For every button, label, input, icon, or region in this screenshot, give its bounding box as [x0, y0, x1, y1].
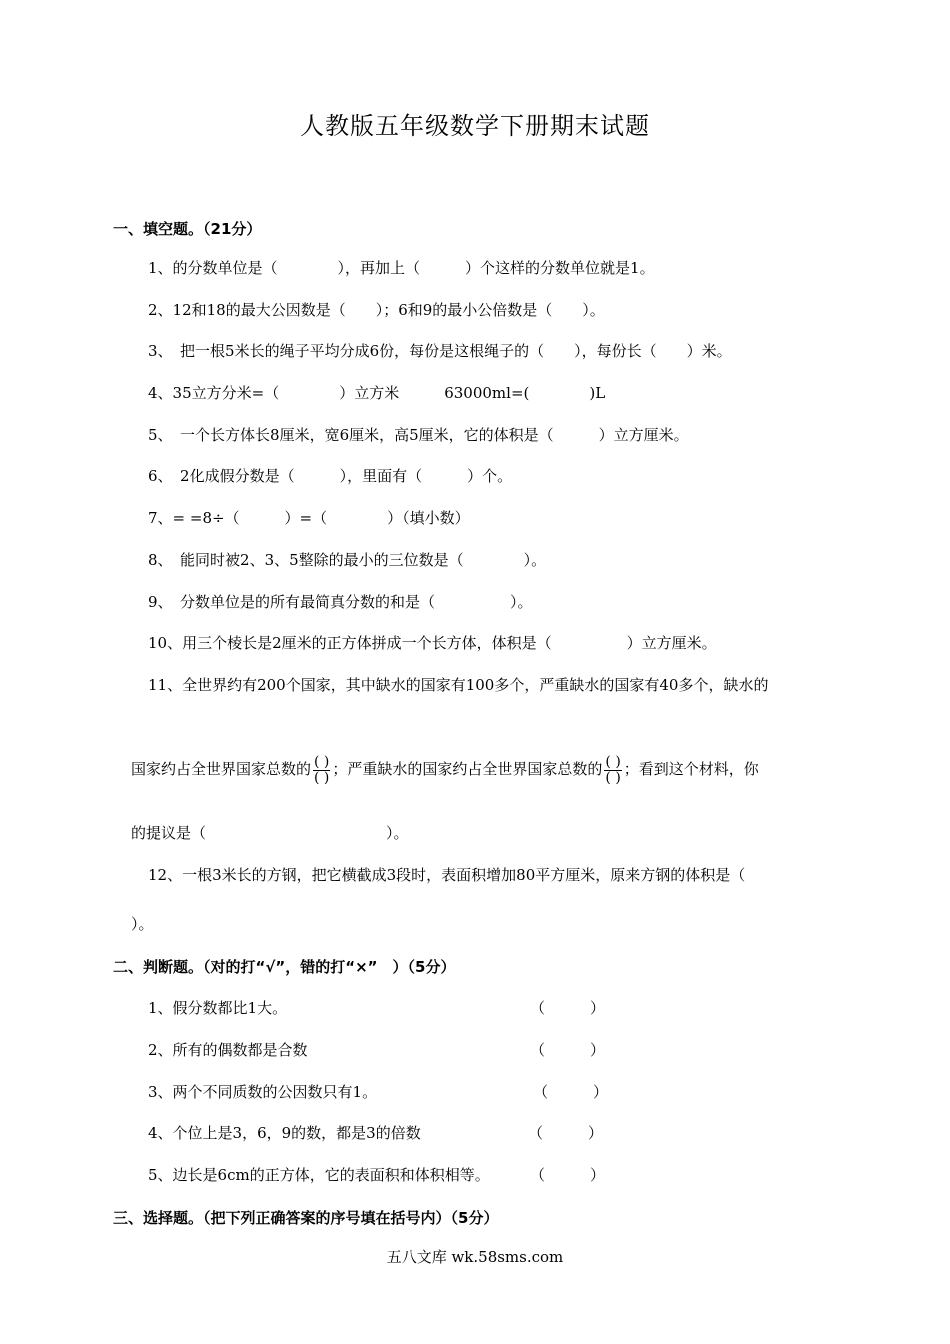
- fraction-blank-2: [604, 755, 621, 786]
- judge-blank-2: （ ）: [530, 1041, 606, 1059]
- judge-blank-3: （ ）: [533, 1083, 609, 1101]
- question-2: 2、12和18的最大公因数是（ ）；6和9的最小公倍数是（ ）。: [148, 301, 605, 319]
- question-7: 7、= =8÷（ ）=（ ）（填小数）: [148, 509, 470, 527]
- question-6: 6、 2化成假分数是（ ），里面有（ ）个。: [148, 467, 513, 485]
- judge-item-5: 5、边长是6cm的正方体，它的表面积和体积相等。: [148, 1166, 490, 1184]
- judge-item-3: 3、两个不同质数的公因数只有1。: [148, 1083, 378, 1101]
- question-12-line1: 12、一根3米长的方钢，把它横截成3段时，表面积增加80平方厘米，原来方钢的体积是（: [148, 866, 746, 884]
- q11-text-a: 国家约占全世界国家总数的: [131, 760, 312, 778]
- fraction-denominator: ( ): [314, 769, 330, 786]
- judge-item-4: 4、个位上是3，6，9的数，都是3的倍数: [148, 1124, 421, 1142]
- page-title: 人教版五年级数学下册期末试题: [300, 112, 650, 140]
- question-10: 10、用三个棱长是2厘米的正方体拼成一个长方体，体积是（ ）立方厘米。: [148, 634, 717, 652]
- judge-blank-5: （ ）: [530, 1166, 606, 1184]
- question-3: 3、 把一根5米长的绳子平均分成6份，每份是这根绳子的（ ），每份长（ ）米。: [148, 342, 732, 360]
- question-11-line2: [131, 752, 759, 786]
- section3-header: 三、选择题。（把下列正确答案的序号填在括号内）（5分）: [113, 1209, 499, 1227]
- footer-watermark: 五八文库 wk.58sms.com: [386, 1248, 564, 1266]
- fraction-denominator: ( ): [605, 769, 621, 786]
- judge-blank-4: （ ）: [528, 1124, 604, 1142]
- question-9: 9、 分数单位是的所有最简真分数的和是（ ）。: [148, 593, 533, 611]
- question-11-line3: 的提议是（ ）。: [131, 824, 409, 842]
- question-11-line1: 11、全世界约有200个国家，其中缺水的国家有100多个，严重缺水的国家有40多个，缺水的: [148, 676, 769, 694]
- judge-blank-1: （ ）: [530, 999, 606, 1017]
- question-12-line2: ）。: [131, 915, 154, 933]
- question-5: 5、 一个长方体长8厘米，宽6厘米，高5厘米，它的体积是（ ）立方厘米。: [148, 426, 689, 444]
- fraction-numerator: ( ): [314, 753, 330, 770]
- judge-item-2: 2、所有的偶数都是合数: [148, 1041, 308, 1059]
- question-8: 8、 能同时被2、3、5整除的最小的三位数是（ ）。: [148, 551, 547, 569]
- question-4: 4、35立方分米=（ ）立方米 63000ml=( )L: [148, 384, 606, 402]
- q11-text-c: ；看到这个材料，你: [623, 760, 759, 778]
- question-1: 1、的分数单位是（ ），再加上（ ）个这样的分数单位就是1。: [148, 259, 655, 277]
- judge-item-1: 1、假分数都比1大。: [148, 999, 288, 1017]
- section1-header: 一、填空题。（21分）: [113, 220, 262, 238]
- fraction-blank-1: [313, 755, 330, 786]
- fraction-numerator: ( ): [605, 753, 621, 770]
- q11-text-b: ；严重缺水的国家约占全世界国家总数的: [332, 760, 603, 778]
- section2-header: 二、判断题。（对的打“√”，错的打“×” ）（5分）: [113, 958, 456, 976]
